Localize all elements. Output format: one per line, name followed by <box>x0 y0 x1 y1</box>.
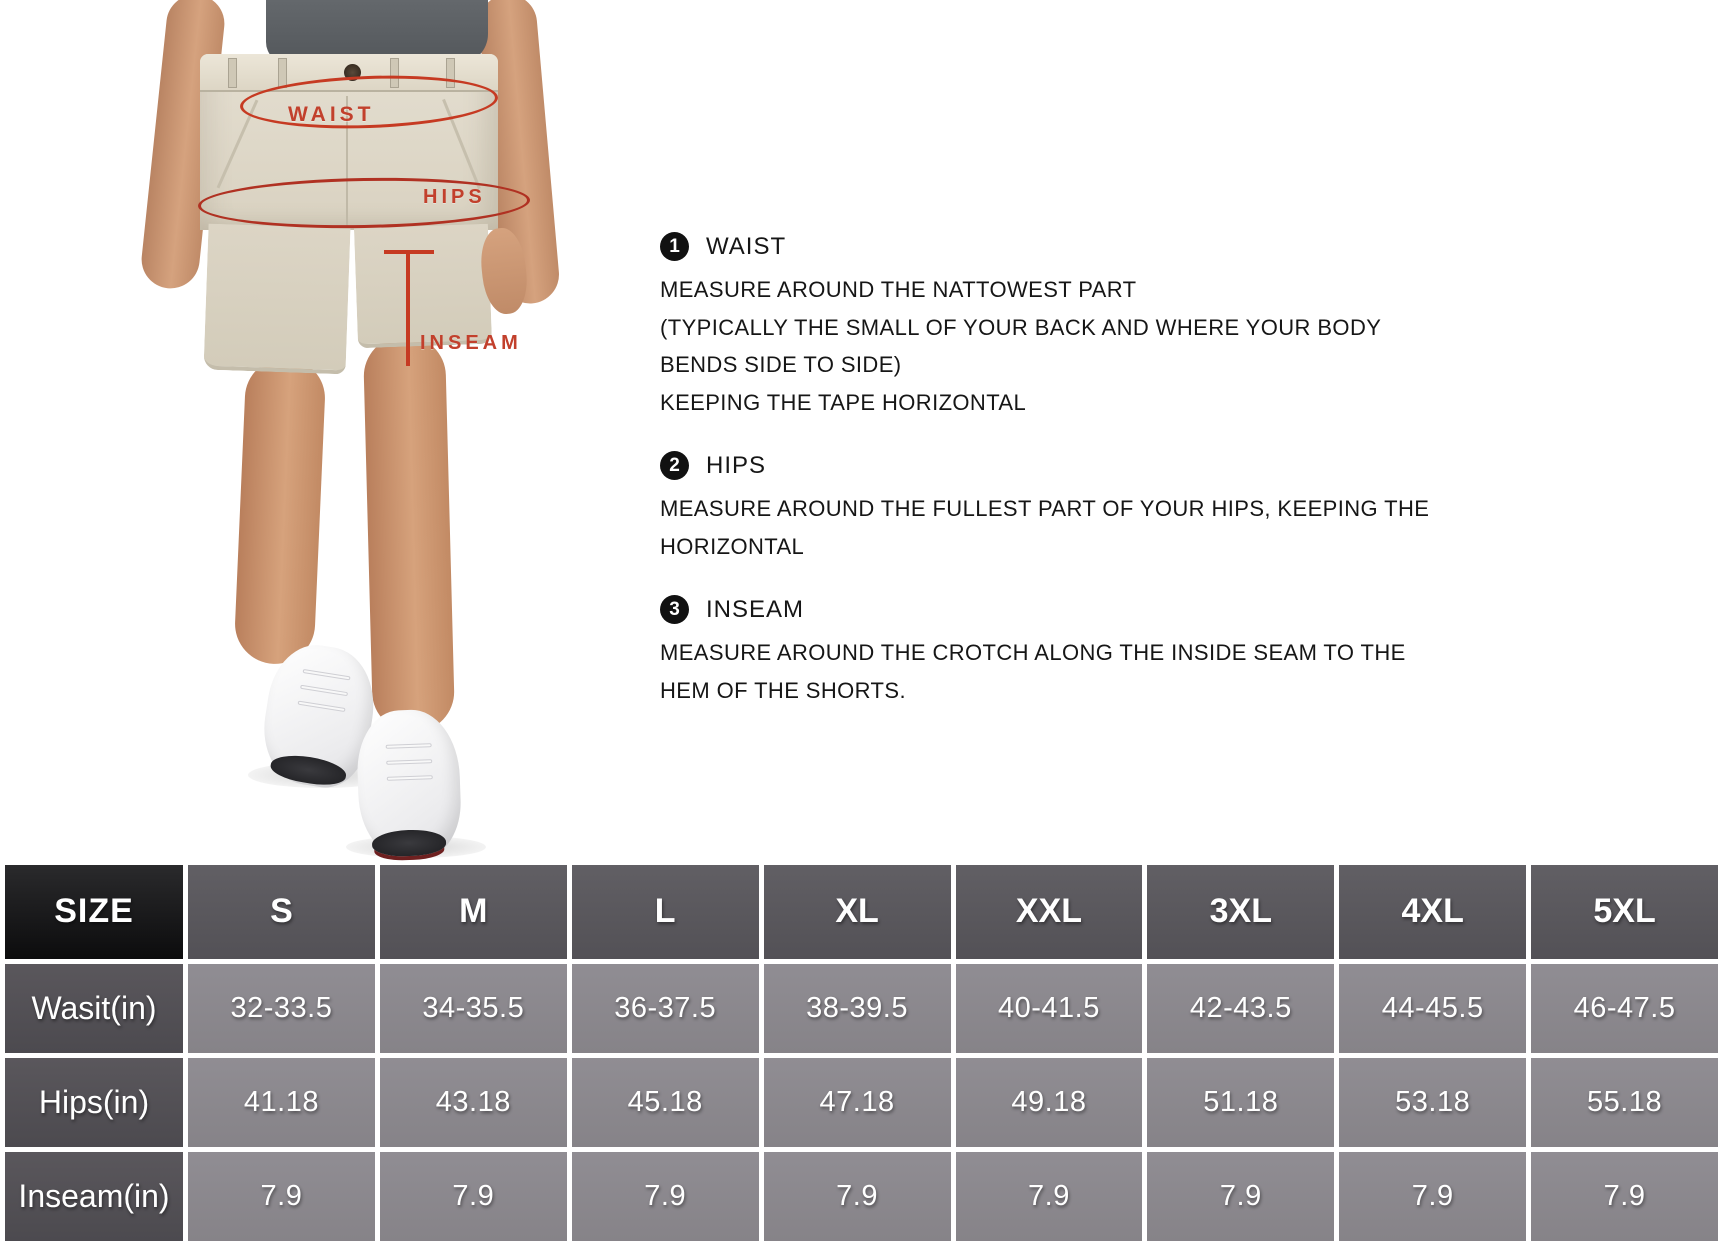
instruction-section-waist <box>660 232 1382 421</box>
section-head <box>660 451 1360 480</box>
section-head <box>660 232 1360 261</box>
measuring-instructions <box>660 232 1430 739</box>
instruction-section-hips <box>660 451 1430 565</box>
inseam-value: 7.9 <box>956 1152 1143 1241</box>
sneaker-lace <box>386 759 433 765</box>
hips-value: 55.18 <box>1531 1058 1718 1147</box>
waist-value: 42-43.5 <box>1147 964 1334 1053</box>
waist-value: 44-45.5 <box>1339 964 1526 1053</box>
section-head <box>660 595 1360 624</box>
row-label-hips: Hips(in) <box>5 1058 183 1147</box>
instruction-line: KEEPING THE TAPE HORIZONTAL <box>660 389 1027 415</box>
size-col-3xl: 3XL <box>1147 865 1334 959</box>
model-left-leg <box>233 356 326 665</box>
row-label-inseam: Inseam(in) <box>5 1152 183 1241</box>
waist-value: 34-35.5 <box>380 964 567 1053</box>
belt-loop <box>228 58 237 88</box>
inseam-measure-line <box>406 252 410 366</box>
model-right-leg <box>363 335 455 733</box>
size-col-xl: XL <box>764 865 951 959</box>
inseam-value: 7.9 <box>1339 1152 1526 1241</box>
hips-value: 47.18 <box>764 1058 951 1147</box>
hips-value: 41.18 <box>188 1058 375 1147</box>
right-sneaker <box>355 708 462 859</box>
waist-value: 46-47.5 <box>1531 964 1718 1053</box>
waist-value: 40-41.5 <box>956 964 1143 1053</box>
instruction-line: MEASURE AROUND THE FULLEST PART OF YOUR HIPS, KEEPING THE <box>660 496 1430 521</box>
row-label-waist: Wasit(in) <box>5 964 183 1053</box>
sneaker-lace <box>385 743 432 749</box>
inseam-value: 7.9 <box>1531 1152 1718 1241</box>
waist-value: 38-39.5 <box>764 964 951 1053</box>
waist-value: 32-33.5 <box>188 964 375 1053</box>
model-photo <box>128 0 578 862</box>
number-3-icon: 3 <box>660 595 689 624</box>
hips-value: 53.18 <box>1339 1058 1526 1147</box>
size-col-m: M <box>380 865 567 959</box>
inseam-measure-label: INSEAM <box>420 332 522 354</box>
size-col-5xl: 5XL <box>1531 865 1718 959</box>
section-title: HIPS <box>706 451 767 479</box>
size-corner-cell: SIZE <box>5 865 183 959</box>
inseam-value: 7.9 <box>380 1152 567 1241</box>
sneaker-sole <box>372 829 446 858</box>
shorts-right-leg <box>354 224 492 349</box>
instruction-line: HEM OF THE SHORTS. <box>660 677 906 703</box>
hips-row <box>5 1058 1718 1147</box>
section-title: INSEAM <box>706 595 805 623</box>
waist-row <box>5 964 1718 1053</box>
inseam-value: 7.9 <box>572 1152 759 1241</box>
waist-measure-label: WAIST <box>288 103 375 126</box>
hips-value: 43.18 <box>380 1058 567 1147</box>
instruction-section-inseam <box>660 595 1406 709</box>
waist-value: 36-37.5 <box>572 964 759 1053</box>
inseam-row <box>5 1152 1718 1241</box>
sneaker-lace <box>302 669 351 681</box>
hips-measure-label: HIPS <box>423 186 486 208</box>
size-col-xxl: XXL <box>956 865 1143 959</box>
instruction-line: MEASURE AROUND THE CROTCH ALONG THE INSIDE SEAM TO THE <box>660 640 1406 665</box>
size-col-4xl: 4XL <box>1339 865 1526 959</box>
hips-value: 45.18 <box>572 1058 759 1147</box>
size-col-l: L <box>572 865 759 959</box>
sneaker-lace <box>386 775 433 781</box>
shorts-left-leg <box>203 224 350 375</box>
number-1-icon: 1 <box>660 232 689 261</box>
size-chart-header-row <box>5 865 1718 959</box>
size-chart <box>0 860 1723 1246</box>
number-2-icon: 2 <box>660 451 689 480</box>
inseam-value: 7.9 <box>188 1152 375 1241</box>
size-col-s: S <box>188 865 375 959</box>
instruction-line: MEASURE AROUND THE NATTOWEST PART <box>660 277 1137 302</box>
hips-value: 51.18 <box>1147 1058 1334 1147</box>
instruction-line: BENDS SIDE TO SIDE) <box>660 352 902 377</box>
instruction-line: HORIZONTAL <box>660 533 805 559</box>
inseam-value: 7.9 <box>764 1152 951 1241</box>
belt-loop <box>278 58 287 88</box>
hips-value: 49.18 <box>956 1058 1143 1147</box>
inseam-value: 7.9 <box>1147 1152 1334 1241</box>
instruction-line: (TYPICALLY THE SMALL OF YOUR BACK AND WHERE YOUR BODY <box>660 314 1382 340</box>
size-chart-table <box>0 860 1723 1246</box>
section-title: WAIST <box>706 232 787 260</box>
sneaker-lace <box>297 700 346 712</box>
sneaker-lace <box>300 685 349 697</box>
